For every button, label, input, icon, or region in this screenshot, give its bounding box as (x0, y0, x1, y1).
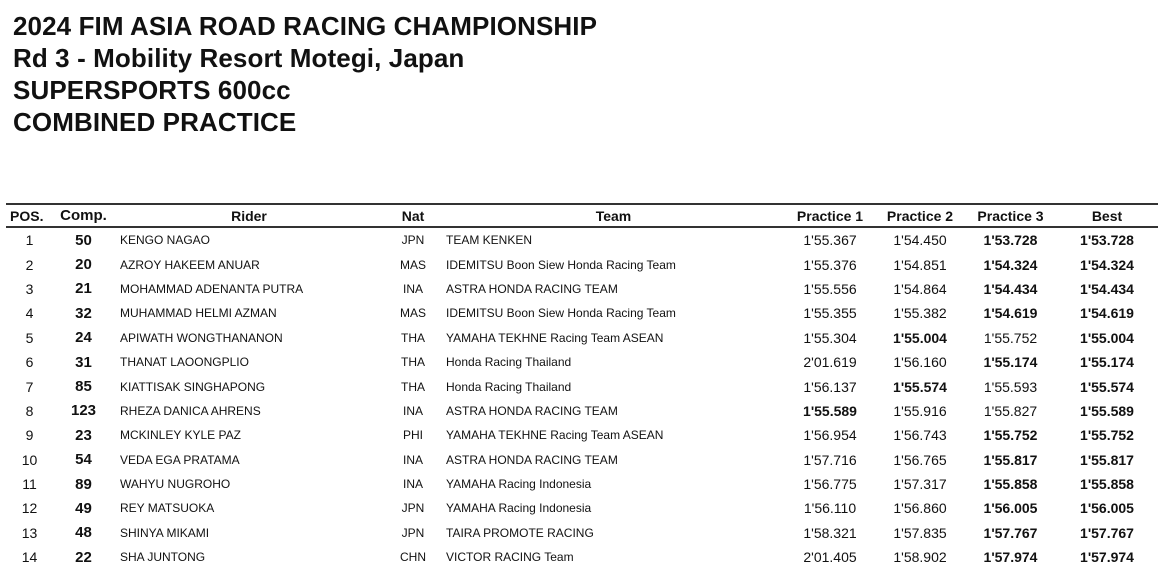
best-time-cell: 1'55.752 (1080, 427, 1134, 444)
comp-number-cell: 54 (75, 451, 92, 469)
practice2-time-cell: 1'56.860 (893, 500, 947, 517)
team-name-cell: Honda Racing Thailand (446, 379, 572, 394)
comp-number-cell: 89 (75, 475, 92, 493)
col-practice3-header: Practice 3 (965, 204, 1056, 227)
practice3-time-cell: 1'55.752 (983, 329, 1038, 346)
nationality-cell: JPN (401, 233, 425, 248)
best-time-cell: 1'55.589 (1080, 402, 1134, 419)
position-cell: 6 (25, 354, 34, 371)
nationality-cell: THA (401, 355, 425, 370)
rider-name-cell: VEDA EGA PRATAMA (120, 452, 240, 467)
position-cell: 13 (21, 524, 38, 541)
position-cell: 3 (25, 280, 34, 297)
team-name-cell: ASTRA HONDA RACING TEAM (446, 281, 618, 296)
best-time-cell: 1'57.974 (1080, 549, 1134, 566)
table-row (6, 277, 1158, 301)
position-cell: 4 (25, 305, 34, 322)
nationality-cell: THA (401, 379, 425, 394)
position-cell: 10 (21, 451, 38, 468)
table-row (6, 472, 1158, 496)
practice3-time-cell: 1'55.174 (983, 354, 1038, 371)
practice3-time-cell: 1'55.817 (983, 451, 1038, 468)
nationality-cell: JPN (401, 501, 425, 516)
table-row (6, 545, 1158, 569)
practice2-time-cell: 1'55.574 (893, 378, 947, 395)
practice2-time-cell: 1'55.382 (893, 305, 947, 322)
nationality-cell: INA (402, 477, 423, 492)
practice2-time-cell: 1'56.765 (893, 451, 947, 468)
team-name-cell: TAIRA PROMOTE RACING (446, 525, 594, 540)
position-cell: 2 (25, 256, 34, 273)
team-name-cell: Honda Racing Thailand (446, 355, 572, 370)
practice1-time-cell: 1'56.110 (803, 500, 857, 517)
practice3-time-cell: 1'55.593 (983, 378, 1038, 395)
table-row (6, 496, 1158, 520)
comp-number-cell: 22 (75, 548, 92, 566)
rider-name-cell: THANAT LAOONGPLIO (120, 355, 249, 370)
practice3-time-cell: 1'55.827 (983, 402, 1038, 419)
practice1-time-cell: 1'55.367 (803, 232, 857, 249)
comp-number-cell: 31 (75, 353, 92, 371)
rider-name-cell: KIATTISAK SINGHAPONG (120, 379, 266, 394)
rider-name-cell: APIWATH WONGTHANANON (120, 330, 283, 345)
rider-name-cell: MUHAMMAD HELMI AZMAN (120, 306, 277, 321)
practice1-time-cell: 1'57.716 (803, 451, 857, 468)
col-team-header: Team (442, 204, 785, 227)
rider-name-cell: WAHYU NUGROHO (120, 477, 231, 492)
document-header (13, 10, 597, 138)
col-pos-header: POS. (6, 204, 53, 227)
col-best-header: Best (1056, 204, 1158, 227)
nationality-cell: MAS (399, 306, 426, 321)
table-row (6, 399, 1158, 423)
table-row (6, 423, 1158, 447)
position-cell: 11 (22, 476, 37, 493)
team-name-cell: YAMAHA Racing Indonesia (446, 477, 592, 492)
best-time-cell: 1'57.767 (1080, 524, 1134, 541)
team-name-cell: IDEMITSU Boon Siew Honda Racing Team (446, 306, 676, 321)
team-name-cell: YAMAHA TEKHNE Racing Team ASEAN (446, 428, 664, 443)
practice2-time-cell: 1'54.851 (893, 256, 947, 273)
team-name-cell: YAMAHA Racing Indonesia (446, 501, 592, 516)
practice3-time-cell: 1'57.767 (983, 524, 1038, 541)
table-row (6, 374, 1158, 398)
practice3-time-cell: 1'55.858 (983, 476, 1038, 493)
comp-number-cell: 23 (75, 426, 92, 444)
col-comp-header: Comp. (53, 204, 114, 227)
practice1-time-cell: 2'01.405 (803, 549, 857, 566)
practice2-time-cell: 1'57.835 (893, 524, 947, 541)
col-rider-header: Rider (114, 204, 384, 227)
session-title: COMBINED PRACTICE (13, 107, 297, 137)
practice3-time-cell: 1'53.728 (983, 232, 1038, 249)
comp-number-cell: 21 (75, 280, 92, 298)
position-cell: 14 (21, 549, 38, 566)
nationality-cell: INA (402, 281, 423, 296)
table-row (6, 252, 1158, 276)
position-cell: 5 (25, 329, 34, 346)
results-table (6, 203, 1158, 569)
position-cell: 12 (21, 500, 38, 517)
practice1-time-cell: 1'56.137 (803, 378, 857, 395)
nationality-cell: JPN (401, 525, 425, 540)
practice2-time-cell: 1'56.743 (893, 427, 947, 444)
practice3-time-cell: 1'57.974 (983, 549, 1038, 566)
team-name-cell: YAMAHA TEKHNE Racing Team ASEAN (446, 330, 664, 345)
position-cell: 9 (25, 427, 34, 444)
practice1-time-cell: 1'58.321 (803, 524, 857, 541)
comp-number-cell: 50 (75, 231, 92, 249)
rider-name-cell: MCKINLEY KYLE PAZ (120, 428, 241, 443)
practice2-time-cell: 1'54.450 (893, 232, 947, 249)
team-name-cell: ASTRA HONDA RACING TEAM (446, 452, 618, 467)
table-row (6, 350, 1158, 374)
comp-number-cell: 48 (75, 524, 92, 542)
nationality-cell: CHN (400, 550, 426, 565)
nationality-cell: INA (402, 403, 423, 418)
nationality-cell: MAS (399, 257, 426, 272)
rider-name-cell: SHA JUNTONG (120, 550, 206, 565)
practice1-time-cell: 1'55.376 (803, 256, 857, 273)
rider-name-cell: RHEZA DANICA AHRENS (120, 403, 261, 418)
rider-name-cell: AZROY HAKEEM ANUAR (120, 257, 260, 272)
nationality-cell: PHI (402, 428, 423, 443)
practice2-time-cell: 1'58.902 (893, 549, 947, 566)
position-cell: 1 (25, 232, 34, 249)
practice2-time-cell: 1'56.160 (893, 354, 947, 371)
team-name-cell: VICTOR RACING Team (446, 550, 574, 565)
comp-number-cell: 49 (75, 499, 92, 517)
table-row (6, 227, 1158, 252)
rider-name-cell: KENGO NAGAO (120, 233, 211, 248)
practice1-time-cell: 2'01.619 (803, 354, 857, 371)
best-time-cell: 1'56.005 (1080, 500, 1134, 517)
col-practice2-header: Practice 2 (875, 204, 965, 227)
team-name-cell: ASTRA HONDA RACING TEAM (446, 403, 618, 418)
practice1-time-cell: 1'55.589 (803, 402, 857, 419)
position-cell: 7 (25, 378, 34, 395)
practice3-time-cell: 1'54.619 (983, 305, 1038, 322)
nationality-cell: THA (401, 330, 425, 345)
rider-name-cell: MOHAMMAD ADENANTA PUTRA (120, 281, 304, 296)
practice1-time-cell: 1'55.304 (803, 329, 857, 346)
practice1-time-cell: 1'55.556 (803, 280, 857, 297)
best-time-cell: 1'55.004 (1080, 329, 1134, 346)
practice3-time-cell: 1'54.434 (983, 280, 1038, 297)
practice1-time-cell: 1'56.775 (803, 476, 857, 493)
header-row (6, 204, 1158, 227)
round-title: Rd 3 - Mobility Resort Motegi, Japan (13, 43, 465, 73)
comp-number-cell: 85 (75, 378, 92, 396)
championship-title: 2024 FIM ASIA ROAD RACING CHAMPIONSHIP (13, 11, 598, 41)
best-time-cell: 1'55.574 (1080, 378, 1134, 395)
comp-number-cell: 20 (75, 256, 92, 274)
comp-number-cell: 24 (75, 329, 92, 347)
practice3-time-cell: 1'54.324 (983, 256, 1038, 273)
comp-number-cell: 123 (70, 402, 97, 420)
practice1-time-cell: 1'56.954 (803, 427, 857, 444)
nationality-cell: INA (402, 452, 423, 467)
practice3-time-cell: 1'55.752 (983, 427, 1038, 444)
comp-number-cell: 32 (75, 304, 92, 322)
team-name-cell: TEAM KENKEN (446, 233, 533, 248)
best-time-cell: 1'54.434 (1080, 280, 1134, 297)
team-name-cell: IDEMITSU Boon Siew Honda Racing Team (446, 257, 676, 272)
position-cell: 8 (25, 402, 34, 419)
best-time-cell: 1'54.324 (1080, 256, 1134, 273)
table-row (6, 521, 1158, 545)
best-time-cell: 1'54.619 (1080, 305, 1134, 322)
rider-name-cell: REY MATSUOKA (120, 501, 215, 516)
best-time-cell: 1'53.728 (1080, 232, 1134, 249)
practice1-time-cell: 1'55.355 (803, 305, 857, 322)
rider-name-cell: SHINYA MIKAMI (120, 525, 210, 540)
col-nat-header: Nat (384, 204, 442, 227)
practice2-time-cell: 1'54.864 (893, 280, 947, 297)
table-row (6, 326, 1158, 350)
practice2-time-cell: 1'55.004 (893, 329, 947, 346)
best-time-cell: 1'55.817 (1080, 451, 1134, 468)
practice2-time-cell: 1'55.916 (893, 402, 947, 419)
best-time-cell: 1'55.174 (1080, 354, 1134, 371)
col-practice1-header: Practice 1 (785, 204, 875, 227)
table-row (6, 301, 1158, 325)
table-row (6, 448, 1158, 472)
practice2-time-cell: 1'57.317 (893, 476, 947, 493)
best-time-cell: 1'55.858 (1080, 476, 1134, 493)
practice3-time-cell: 1'56.005 (983, 500, 1038, 517)
class-title: SUPERSPORTS 600cc (13, 75, 291, 105)
